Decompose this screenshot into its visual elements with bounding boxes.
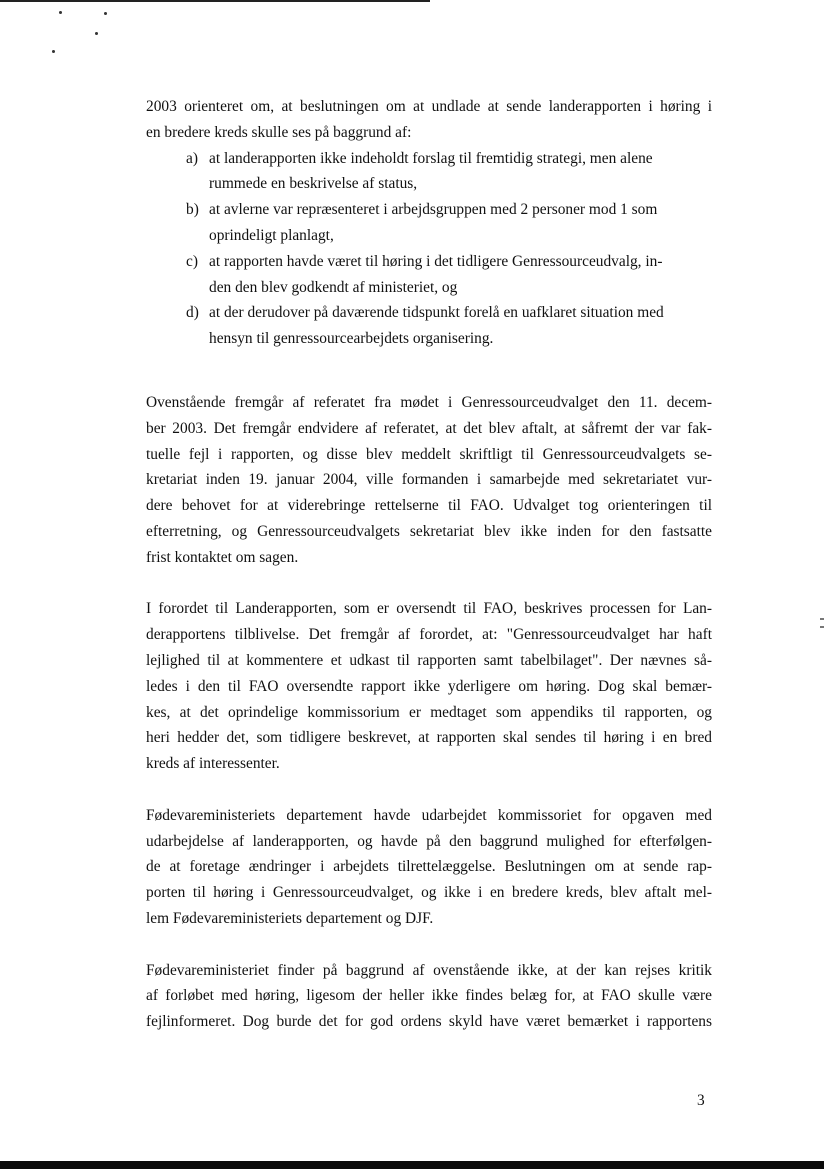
paragraph — [146, 803, 712, 932]
text-line: tuelle fejl i rapporten, og disse blev meddelt skriftligt til Genressourceudvalgets se- — [146, 445, 712, 463]
text-line: hensyn til genressourcearbejdets organisering. — [209, 330, 494, 348]
intro-paragraph — [146, 94, 712, 146]
text-line: kreds af interessenter. — [146, 755, 280, 773]
document-page — [146, 94, 712, 1035]
section-gap — [146, 352, 712, 390]
page-number: 3 — [697, 1092, 705, 1109]
list-item — [146, 197, 712, 249]
text-line: ber 2003. Det fremgår endvidere af referatet, at det blev aftalt, at såfremt der var fak- — [146, 419, 712, 437]
text-line: heri hedder det, som tidligere beskrevet, at rapporten skal sendes til høring i en bred — [146, 729, 712, 747]
text-line: porten til høring i Genressourceudvalget, og ikke i en bredere kreds, blev aftalt mel- — [146, 884, 712, 902]
text-line: de at foretage ændringer i arbejdets tilrettelæggelse. Beslutningen om at sende rap- — [146, 858, 712, 876]
scan-edge-mark — [820, 626, 824, 628]
text-line: rummede en beskrivelse af status, — [209, 175, 418, 193]
paragraph — [146, 390, 712, 571]
scan-edge-mark — [820, 618, 824, 620]
text-line: derapportens tilblivelse. Det fremgår af forordet, at: "Genressourceudvalget har haft — [146, 626, 712, 644]
text-line: ledes i den til FAO oversendte rapport ikke yderligere om høring. Dog skal bemær- — [146, 677, 712, 695]
text-line: af forløbet med høring, ligesom der heller ikke findes belæg for, at FAO skulle være — [146, 987, 712, 1005]
scan-edge-bottom — [0, 1161, 824, 1169]
text-line: 2003 orienteret om, at beslutningen om at undlade at sende landerapporten i høring i — [146, 98, 712, 115]
text-line: Fødevareministeriet finder på baggrund af ovenstående ikke, at der kan rejses kritik — [146, 961, 712, 979]
text-line: dere behovet for at viderebringe rettelserne til FAO. Udvalget tog orienteringen til — [146, 497, 712, 515]
text-line: Fødevareministeriets departement havde udarbejdet kommissoriet for opgaven med — [146, 806, 712, 824]
text-line: lejlighed til at kommentere et udkast til rapporten samt tabelbilaget". Der nævnes så- — [146, 651, 712, 669]
scan-speck — [59, 11, 62, 14]
text-line: lem Fødevareministeriets departement og DJF. — [146, 909, 434, 927]
text-line: kretariat inden 19. januar 2004, ville formanden i samarbejde med sekretariatet vur- — [146, 471, 712, 489]
text-line: at landerapporten ikke indeholdt forslag til fremtidig strategi, men alene — [209, 149, 653, 167]
text-line: kes, at det oprindelige kommissorium er medtaget som appendiks til rapporten, og — [146, 703, 712, 721]
paragraph — [146, 958, 712, 1035]
text-line: I forordet til Landerapporten, som er oversendt til FAO, beskrives processen for Lan- — [146, 600, 712, 618]
scan-speck — [104, 12, 107, 15]
reason-list — [146, 146, 712, 352]
scan-edge-top — [0, 0, 430, 2]
text-line: den den blev godkendt af ministeriet, og — [209, 278, 458, 296]
text-line: fejlinformeret. Dog burde det for god ordens skyld have været bemærket i rapportens — [146, 1013, 712, 1031]
text-line: oprindeligt planlagt, — [209, 226, 334, 244]
text-line: frist kontaktet om sagen. — [146, 548, 299, 566]
text-line: Ovenstående fremgår af referatet fra mødet i Genressourceudvalget den 11. decem- — [146, 393, 712, 411]
list-item — [146, 300, 712, 352]
list-item — [146, 249, 712, 301]
list-marker: c) — [186, 252, 198, 270]
text-line: at rapporten havde været til høring i det tidligere Genressourceudvalg, in- — [209, 252, 663, 270]
list-marker: b) — [186, 201, 199, 219]
scan-speck — [52, 50, 55, 53]
paragraph — [146, 596, 712, 777]
scan-speck — [95, 32, 98, 35]
text-line: efterretning, og Genressourceudvalgets sekretariat blev ikke inden for den fastsatte — [146, 522, 712, 540]
text-line: at avlerne var repræsenteret i arbejdsgruppen med 2 personer mod 1 som — [209, 201, 658, 219]
text-line: at der derudover på daværende tidspunkt forelå en uafklaret situation med — [209, 304, 664, 322]
text-line: udarbejdelse af landerapporten, og havde på den baggrund mulighed for efterfølgen- — [146, 832, 712, 850]
text-line: en bredere kreds skulle ses på baggrund af: — [146, 123, 412, 141]
list-marker: a) — [186, 149, 198, 167]
list-marker: d) — [186, 304, 199, 322]
list-item — [146, 146, 712, 198]
